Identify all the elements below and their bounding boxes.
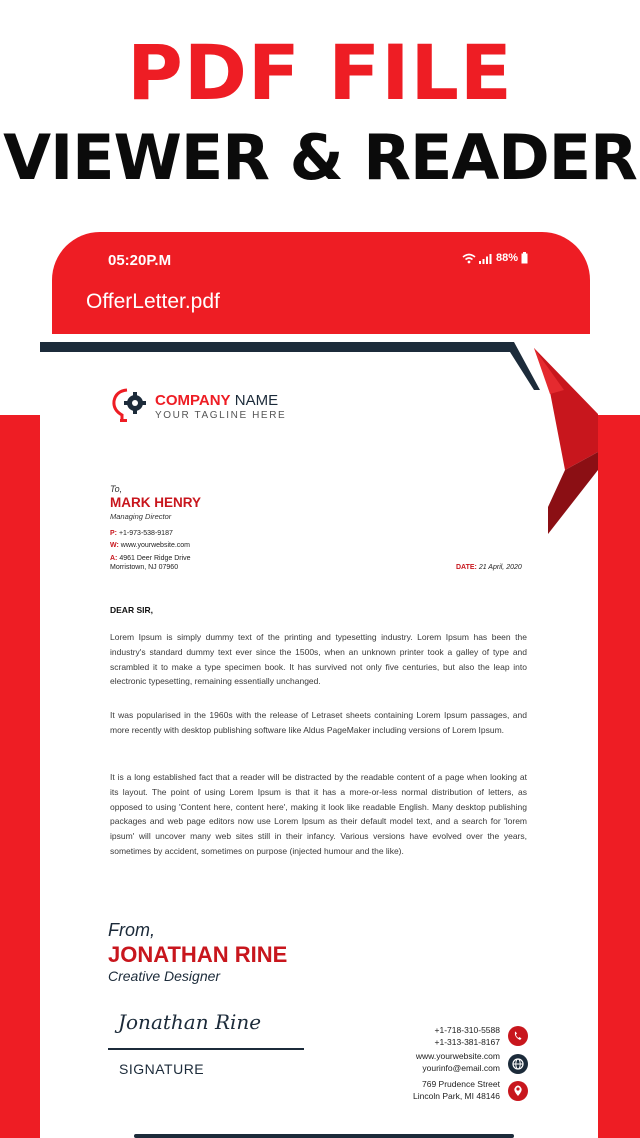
- sender-title: Creative Designer: [108, 968, 221, 984]
- sender-name: JONATHAN RINE: [108, 942, 288, 967]
- contact-phone-2: +1-313-381-8167: [434, 1037, 500, 1047]
- contact-address-line1: 769 Prudence Street: [422, 1079, 500, 1089]
- status-icons: [462, 252, 528, 264]
- app-header: [52, 232, 590, 334]
- footer-bar: [134, 1134, 514, 1138]
- globe-icon: [508, 1054, 528, 1074]
- pdf-page[interactable]: [40, 342, 598, 1138]
- contact-email: yourinfo@email.com: [422, 1063, 500, 1073]
- company-tagline: YOUR TAGLINE HERE: [155, 410, 287, 421]
- status-time: 05:20P.M: [108, 252, 172, 269]
- recipient-to: To,: [110, 484, 123, 494]
- company-name: [155, 392, 278, 409]
- signature-label: SIGNATURE: [119, 1061, 205, 1077]
- phone-icon: [508, 1026, 528, 1046]
- company-name-bold: COMPANY: [155, 392, 231, 409]
- recipient-address-line2: Morristown, NJ 07960: [110, 564, 179, 571]
- phone-value: +1-973-538-9187: [118, 530, 173, 537]
- recipient-web: [110, 542, 190, 549]
- signal-icon: [479, 253, 493, 264]
- handwritten-signature: Jonathan Rine: [118, 1010, 262, 1034]
- sender-from: From,: [108, 920, 155, 940]
- web-value: www.yourwebsite.com: [120, 542, 191, 549]
- body-paragraph-2: It was popularised in the 1960s with the release of Letraset sheets containing Lorem Ipsum passages, and more recently with desktop publishing software like Aldus PageMaker including versions of Lorem Ipsum.: [110, 710, 527, 735]
- recipient-name: MARK HENRY: [110, 495, 201, 510]
- company-name-rest: NAME: [230, 392, 279, 409]
- recipient-address: [110, 555, 191, 562]
- document-title: OfferLetter.pdf: [86, 290, 220, 313]
- phone-label: P:: [110, 530, 117, 537]
- date-value: 21 April, 2020: [478, 564, 522, 571]
- contact-address: [386, 1078, 500, 1102]
- promo-title-line2: VIEWER & READER: [3, 121, 637, 194]
- address-line1: 4961 Deer Ridge Drive: [119, 555, 191, 562]
- promo-title-line1: PDF FILE: [127, 28, 513, 117]
- salutation: DEAR SIR,: [110, 605, 153, 615]
- web-label: W:: [110, 542, 119, 549]
- date-label: DATE:: [456, 564, 477, 571]
- battery-level: 88%: [495, 252, 518, 264]
- body-paragraph-3: It is a long established fact that a reader will be distracted by the readable content of a page when looking at its layout. The point of using Lorem Ipsum is that it has a more-or-less normal distribution of letters, as opposed to using 'Content here, content here', making it look like readable English. Many desktop publishing packages and web page editors now use Lorem Ipsum as their default model text, and a search for 'lorem ipsum' will uncover many web sites still in their infancy. Various versions have evolved over the years, sometimes by accident, sometimes on purpose (injected humour and the like).: [110, 772, 527, 856]
- signature-line: [108, 1048, 304, 1050]
- recipient-title: Managing Director: [110, 512, 172, 521]
- company-logo: [110, 388, 154, 424]
- recipient-phone: [110, 530, 173, 537]
- location-icon: [508, 1081, 528, 1101]
- body-paragraph-1: Lorem Ipsum is simply dummy text of the printing and typesetting industry. Lorem Ipsum has been the industry's standard dummy text ever since the 1500s, when an unknown printer took a galley of type and scrambled it to make a type specimen book. It has survived not only five centuries, but also the leap into electronic typesetting, remaining essentially unchanged.: [110, 632, 527, 687]
- battery-icon: [521, 252, 528, 264]
- contact-phone-1: +1-718-310-5588: [434, 1025, 500, 1035]
- contact-online: [386, 1050, 500, 1074]
- bulb-gear-icon: [110, 388, 154, 424]
- letter-date: [456, 564, 522, 571]
- contact-phones: [386, 1024, 500, 1048]
- contact-address-line2: Lincoln Park, MI 48146: [413, 1091, 500, 1101]
- wifi-icon: [462, 253, 476, 264]
- address-label: A:: [110, 555, 118, 562]
- contact-web: www.yourwebsite.com: [415, 1051, 500, 1061]
